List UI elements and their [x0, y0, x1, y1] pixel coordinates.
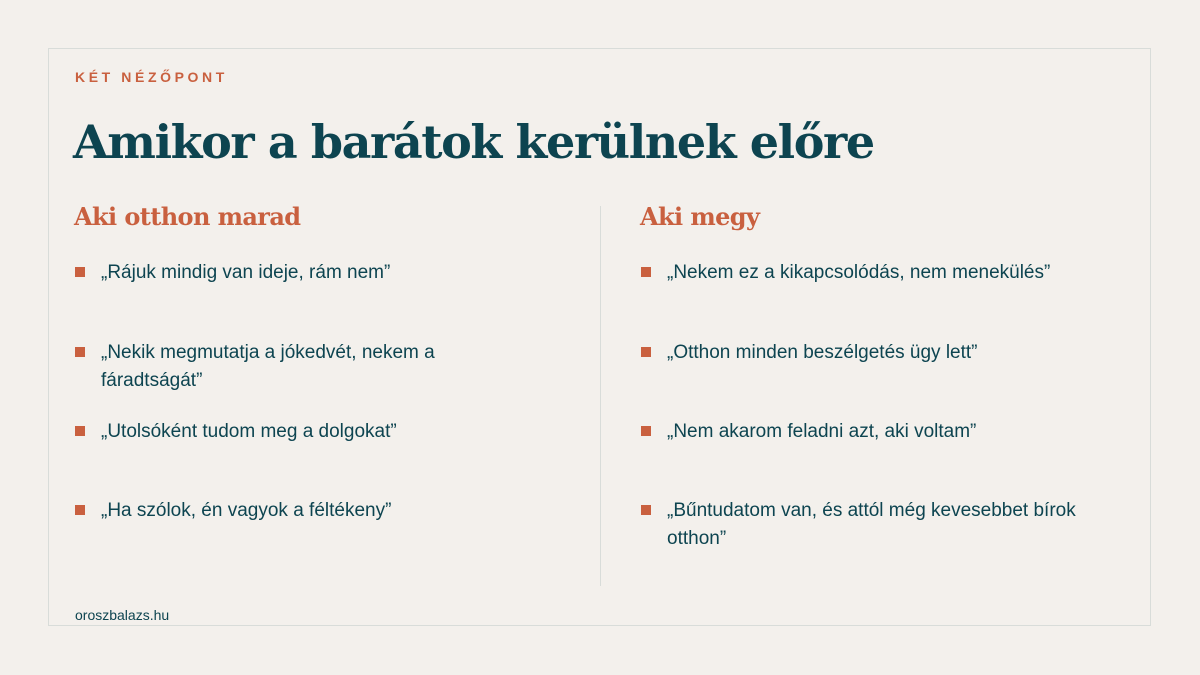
- square-bullet-icon: [641, 267, 651, 277]
- list-item: [74, 497, 544, 525]
- column-divider: [600, 206, 601, 586]
- slide-title: Amikor a barátok kerülnek előre: [73, 115, 874, 169]
- list-item: [640, 497, 1110, 553]
- bullet-text: „Nem akarom feladni azt, aki voltam”: [667, 421, 977, 442]
- list-item: [640, 418, 1110, 446]
- bullet-text: „Otthon minden beszélgetés ügy lett”: [667, 342, 978, 363]
- list-item: [640, 259, 1110, 287]
- square-bullet-icon: [641, 347, 651, 357]
- list-item: [74, 259, 544, 287]
- square-bullet-icon: [641, 426, 651, 436]
- left-column-heading: Aki otthon marad: [74, 202, 301, 231]
- right-column-heading: Aki megy: [640, 202, 760, 231]
- right-column: [640, 201, 1110, 549]
- eyebrow-label: KÉT NÉZŐPONT: [75, 69, 228, 85]
- square-bullet-icon: [641, 505, 651, 515]
- square-bullet-icon: [75, 267, 85, 277]
- slide-frame: [48, 48, 1151, 626]
- left-column: [74, 201, 544, 521]
- footer-url: oroszbalazs.hu: [75, 607, 170, 623]
- square-bullet-icon: [75, 347, 85, 357]
- bullet-text: „Rájuk mindig van ideje, rám nem”: [101, 262, 391, 283]
- square-bullet-icon: [75, 505, 85, 515]
- list-item: [640, 339, 1110, 367]
- list-item: [74, 418, 544, 446]
- square-bullet-icon: [75, 426, 85, 436]
- list-item: [74, 339, 544, 395]
- bullet-text: „Nekik megmutatja a jókedvét, nekem a fáradtságát”: [101, 342, 435, 391]
- bullet-text: „Utolsóként tudom meg a dolgokat”: [101, 421, 397, 442]
- bullet-text: „Ha szólok, én vagyok a féltékeny”: [101, 500, 392, 521]
- bullet-text: „Nekem ez a kikapcsolódás, nem menekülés”: [667, 262, 1051, 283]
- bullet-text: „Bűntudatom van, és attól még kevesebbet bírok otthon”: [667, 500, 1076, 549]
